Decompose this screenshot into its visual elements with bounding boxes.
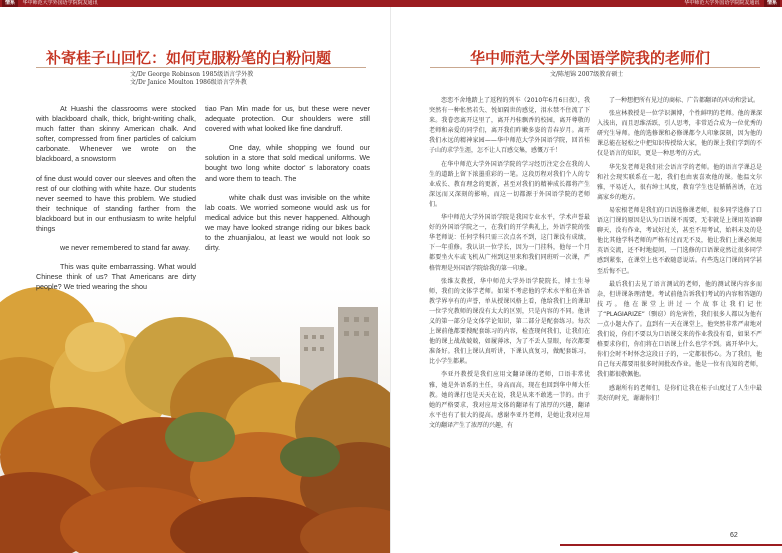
header-right [684, 0, 780, 7]
paragraph: white chalk dust was invisible on the white lab coats. We worried someone would ask us for medical advice but this never happened. Although we may have looked strange riding our bikes back to the zhuanjialou, at least we would not look so dirty. [205, 192, 370, 253]
paragraph: 张维友教授，华中师范大学外语学院院长，博士生导师，我们的文体学老师。如果不考虑他的学术水平和在外语教学界享有的声誉，单从授课风格上看，他给我们上的课却一位学究教师的课没有太大的区别，只是内容的不同。他讲义的第一部分是文体学论知识，第二部分是配套练习。每次上课前他都要搜配套练习的内容，检查现何我们，让我们在他的课上战战兢兢，如履薄冰，为了不丢人显眼，每次都要准备好。我们上课认真听讲，下课认真复习，做配套练习，比小学生都累。 [429, 277, 590, 366]
footer-rule [560, 544, 782, 546]
paragraph: 华中师范大学外国语学院是我国专业水平，学术声誉最好的外国语学院之一，在我们的开学典礼上，外语学院的张华老师说：任何学科只需三次点名不到，这门课没有成绩，下一年重修。我认识一位学长，因为一门挂科，他每一个月都要坐火车或飞机从广州到这里来和我们同班听一次课，严格管理是外国语学院给我的第一印象。 [429, 214, 590, 272]
campus-autumn-photo [0, 287, 391, 553]
paragraph: tiao Pan Min made for us, but these were never adequate protection. Our shoulders were still covered with what looked like fine dandruff. [205, 104, 370, 134]
right-article-title: 华中师范大学外国语学院我的老师们 [470, 49, 711, 67]
right-article-column-1 [429, 96, 590, 526]
header-left-text: 华中师范大学外国语学院院友通讯 [22, 0, 98, 6]
paragraph: 最后我们去见了语言测试的老师，他的测试课内容多而杂，但讲课条理清楚。考试前他告诉我们考试的内容和答题的技巧。他在课堂上讲过一个故事让我们记住了“PLAGIARIZE”（剽窃）的危害性，我们很多人都以为他有一点小题大作了。直到有一天在课堂上，他突然非常严肃地对我们说，你们不要以为口语课交来的作业我没有看，如果不严格要求你们，你们将在口语课上什么也学不到。离开华中大，你们会时不时怀念这段日子的，一定都很伤心。为了我们，他自己每天都要用很多时间批改作业。他是一位有良知的老师，我们都很敬佩他。 [597, 280, 762, 379]
left-byline-1: 文/Dr George Robinson 1985级语言学外教 [130, 71, 254, 78]
paragraph: 易宏根老师是我们的口语选修课老师，很多同学选修了口语这门课的原因是认为口语课不需要，无非就是上课用英语聊聊天，没有作业，考试好过关，甚至不用考试，始料未及的是他比其他学科老师的严格有过而无不及，他让我们上课必须用英语交流，还不时地提问，一门选修的口语课竟然让很多同学感到紧张，在课堂上也不敢随意说话。有些选这门课的同学甚至后悔不已。 [597, 206, 762, 275]
left-title-rule [36, 67, 366, 68]
paragraph: 华先发老师是我们社会语言学的老师。他的语言学课总是和社会现实联系在一起，我们也由衷喜欢他的课。他温文尔雅，平易近人，很有绅士风度，教育学生也是循循善诱，在远离家乡的地方。 [597, 163, 762, 201]
paragraph: 张应林教授是一位学识渊博，个性鲜明的老师。他的课深入浅出，而且思维活跃，引人思考，非常适合成为一位优秀的研究生导师。他的选修课和必修课都令人印象深刻，因为他的课总能在轻松之中把知识传授给大家，他的课上我们学到的不仅是语言的知识，更是一种思考的方式。 [597, 110, 762, 158]
right-byline: 文/陈旭锦 2007级教育硕士 [550, 71, 624, 78]
header-left-badge: 情系 [2, 0, 18, 7]
page-number: 62 [730, 532, 738, 539]
left-article-title: 补寄桂子山回忆：如何克服粉笔的白粉问题 [46, 49, 332, 67]
header-left [2, 0, 98, 7]
right-title-rule [430, 67, 760, 68]
paragraph: 感谢所有的老师们，是你们让我在桂子山度过了人生中最美好的时光，谢谢你们！ [597, 384, 762, 402]
paragraph: At Huashi the classrooms were stocked with blackboard chalk, thick, bright-writing chalk, much fatter than skinny American chalk. And softer, compressed from finer particles of calcium carbonate. Whenever we wrote on the blackboard, a snowstorm [36, 104, 196, 164]
paragraph: 了一种想把所有见过的商标、广告都翻译的冲动和尝试。 [609, 97, 760, 104]
paragraph: One day, while shopping we found our solution in a store that sold medical uniforms. We bought two long white doctor' s laboratory coats and wore them to teach. The [205, 143, 370, 183]
paragraph: of fine dust would cover our sleeves and often the rest of our clothing with white haze. Our students never seemed to have this problem. We studied their technique of standing farther from the blackboard but in our enthusiasm to write helpful things [36, 173, 196, 234]
left-byline-2: 文/Dr Janice Moulton 1986级语言学外教 [130, 79, 247, 86]
paragraph: 在华中师范大学外国语学院的学习经历注定会在我的人生的道路上留下浓墨重彩的一笔。这段历程对我们个人的专业成长、教育理念的更新，甚至对我们的精神成长都将产生深远而又深刻的影响，而这一切都源于外国语学院的老师们。 [429, 160, 590, 208]
paragraph: This was quite embarrassing. What would Chinese think of us? That Americans are dirty people? We tried wearing the shou [36, 262, 196, 292]
header-right-text: 华中师范大学外国语学院院友通讯 [684, 0, 760, 6]
left-article-column-1 [36, 104, 196, 302]
left-article-column-2 [205, 104, 370, 262]
paragraph: 恋恋不舍地踏上了返程的列车（2010年6月6日夜），我突然有一种怅然若失、悦如隔世的感觉，泪水禁不住流了下来。我眷恋离开这里了，离开丹桂飘香的校园，离开尊敬的老师和亲爱的同学们，离开我们昨嫩多姿的青春岁月。离开我们永远的精神家园——华中师范大学外国语学院，回首桂子山的求学生涯，怎不让人百感交集，感慨万千！ [429, 97, 590, 155]
paragraph: 李亚丹教授是我们应用文翻译课的老师，口语非常优雅，她是外语系的主任，身高而高，现在也回到华中师大任教。她的课打也是天天在说，我是从来不敢逃一节的。由于她的严格要求，我对应用文体的翻译有了浓厚的兴趣，翻译水平也有了很大的提高。感谢李亚丹老师，是她让我对应用文的翻译产生了浓厚的兴趣，有 [429, 371, 590, 429]
header-right-badge: 情系 [764, 0, 780, 7]
header-bar [0, 0, 782, 7]
paragraph: we never remembered to stand far away. [60, 243, 191, 253]
right-article-column-2 [597, 96, 762, 528]
